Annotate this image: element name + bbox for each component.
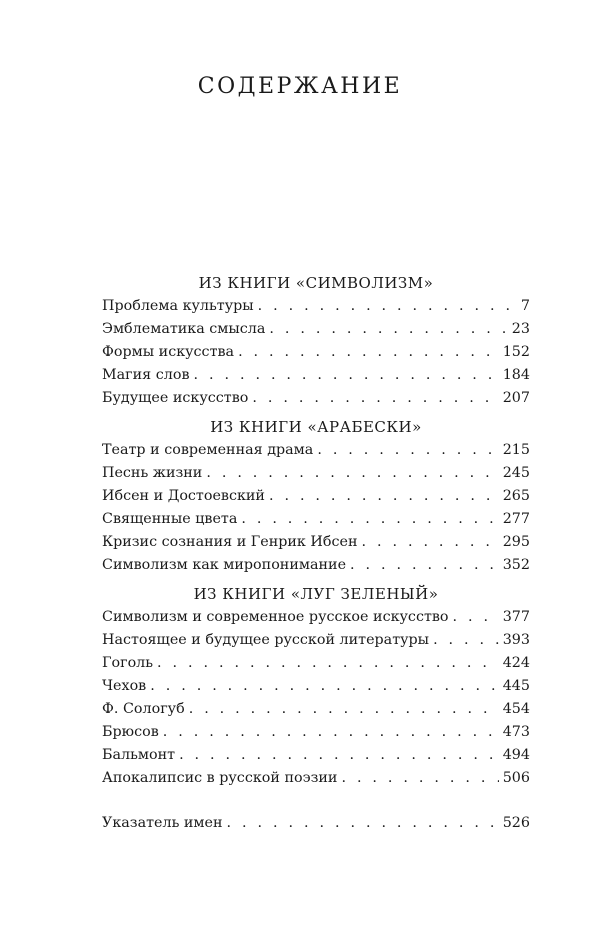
entry-title: Брюсов xyxy=(102,724,159,740)
toc-entry xyxy=(102,462,530,485)
entry-title: Ибсен и Достоевский xyxy=(102,488,265,504)
entry-page-number: 526 xyxy=(502,815,530,831)
entry-page-number: 23 xyxy=(511,321,530,337)
dot-leader xyxy=(194,364,499,387)
dot-leader xyxy=(269,318,507,341)
toc-entry xyxy=(102,341,530,364)
entry-page-number: 7 xyxy=(520,298,530,314)
entry-page-number: 215 xyxy=(502,442,530,458)
entry-page-number: 445 xyxy=(502,678,530,694)
entry-title: Кризис сознания и Генрик Ибсен xyxy=(102,534,358,550)
entry-page-number: 393 xyxy=(502,632,530,648)
entry-page-number: 473 xyxy=(502,724,530,740)
entry-title: Указатель имен xyxy=(102,815,223,831)
dot-leader xyxy=(238,341,499,364)
toc-entry xyxy=(102,364,530,387)
entry-title: Проблема культуры xyxy=(102,298,254,314)
entry-title: Символизм и современное русское искусство xyxy=(102,609,449,625)
toc-entry xyxy=(102,629,530,652)
dot-leader xyxy=(258,295,517,318)
dot-leader xyxy=(350,554,499,577)
dot-leader xyxy=(269,485,499,508)
toc-entry xyxy=(102,439,530,462)
dot-leader xyxy=(433,629,499,652)
toc-entry xyxy=(102,767,530,790)
section-heading: ИЗ КНИГИ «АРАБЕСКИ» xyxy=(210,418,422,436)
entry-page-number: 454 xyxy=(502,701,530,717)
entry-page-number: 245 xyxy=(502,465,530,481)
toc-entry xyxy=(102,721,530,744)
dot-leader xyxy=(206,462,498,485)
entry-page-number: 277 xyxy=(502,511,530,527)
dot-leader xyxy=(317,439,498,462)
toc-entry xyxy=(102,554,530,577)
entry-title: Будущее искусство xyxy=(102,390,249,406)
entry-page-number: 184 xyxy=(502,367,530,383)
toc-section xyxy=(102,583,530,790)
table-of-contents xyxy=(102,272,530,835)
dot-leader xyxy=(361,531,498,554)
entry-page-number: 352 xyxy=(502,557,530,573)
entry-page-number: 207 xyxy=(502,390,530,406)
page-title: СОДЕРЖАНИЕ xyxy=(197,74,403,99)
entry-title: Гоголь xyxy=(102,655,154,671)
toc-section xyxy=(102,416,530,577)
section-heading: ИЗ КНИГИ «ЛУГ ЗЕЛЕНЫЙ» xyxy=(193,585,439,603)
toc-entry xyxy=(102,652,530,675)
entry-title: Песнь жизни xyxy=(102,465,203,481)
entry-page-number: 295 xyxy=(502,534,530,550)
toc-entry xyxy=(102,485,530,508)
toc-section xyxy=(102,272,530,410)
entry-title: Ф. Сологуб xyxy=(102,701,185,717)
section-heading: ИЗ КНИГИ «СИМВОЛИЗМ» xyxy=(198,274,434,292)
entry-title: Апокалипсис в русской поэзии xyxy=(102,770,338,786)
toc-entry xyxy=(102,295,530,318)
dot-leader xyxy=(157,652,499,675)
toc-entry xyxy=(102,675,530,698)
toc-entry xyxy=(102,606,530,629)
toc-entry xyxy=(102,318,530,341)
dot-leader xyxy=(189,698,499,721)
entry-title: Театр и современная драма xyxy=(102,442,314,458)
dot-leader xyxy=(150,675,498,698)
entry-page-number: 494 xyxy=(502,747,530,763)
entry-title: Бальмонт xyxy=(102,747,176,763)
entry-title: Магия слов xyxy=(102,367,190,383)
entry-page-number: 152 xyxy=(502,344,530,360)
toc-entry xyxy=(102,508,530,531)
dot-leader xyxy=(341,767,498,790)
entry-title: Эмблематика смысла xyxy=(102,321,266,337)
entry-page-number: 424 xyxy=(502,655,530,671)
dot-leader xyxy=(227,812,499,835)
dot-leader xyxy=(241,508,498,531)
toc-entry xyxy=(102,387,530,410)
toc-entry-index xyxy=(102,812,530,835)
entry-page-number: 506 xyxy=(502,770,530,786)
toc-entry xyxy=(102,531,530,554)
dot-leader xyxy=(179,744,499,767)
dot-leader xyxy=(163,721,499,744)
dot-leader xyxy=(252,387,498,410)
toc-entry xyxy=(102,698,530,721)
entry-title: Священные цвета xyxy=(102,511,238,527)
entry-title: Чехов xyxy=(102,678,147,694)
entry-page-number: 377 xyxy=(502,609,530,625)
entry-title: Настоящее и будущее русской литературы xyxy=(102,632,430,648)
entry-title: Формы искусства xyxy=(102,344,235,360)
entry-page-number: 265 xyxy=(502,488,530,504)
entry-title: Символизм как миропонимание xyxy=(102,557,347,573)
dot-leader xyxy=(453,606,499,629)
toc-entry xyxy=(102,744,530,767)
